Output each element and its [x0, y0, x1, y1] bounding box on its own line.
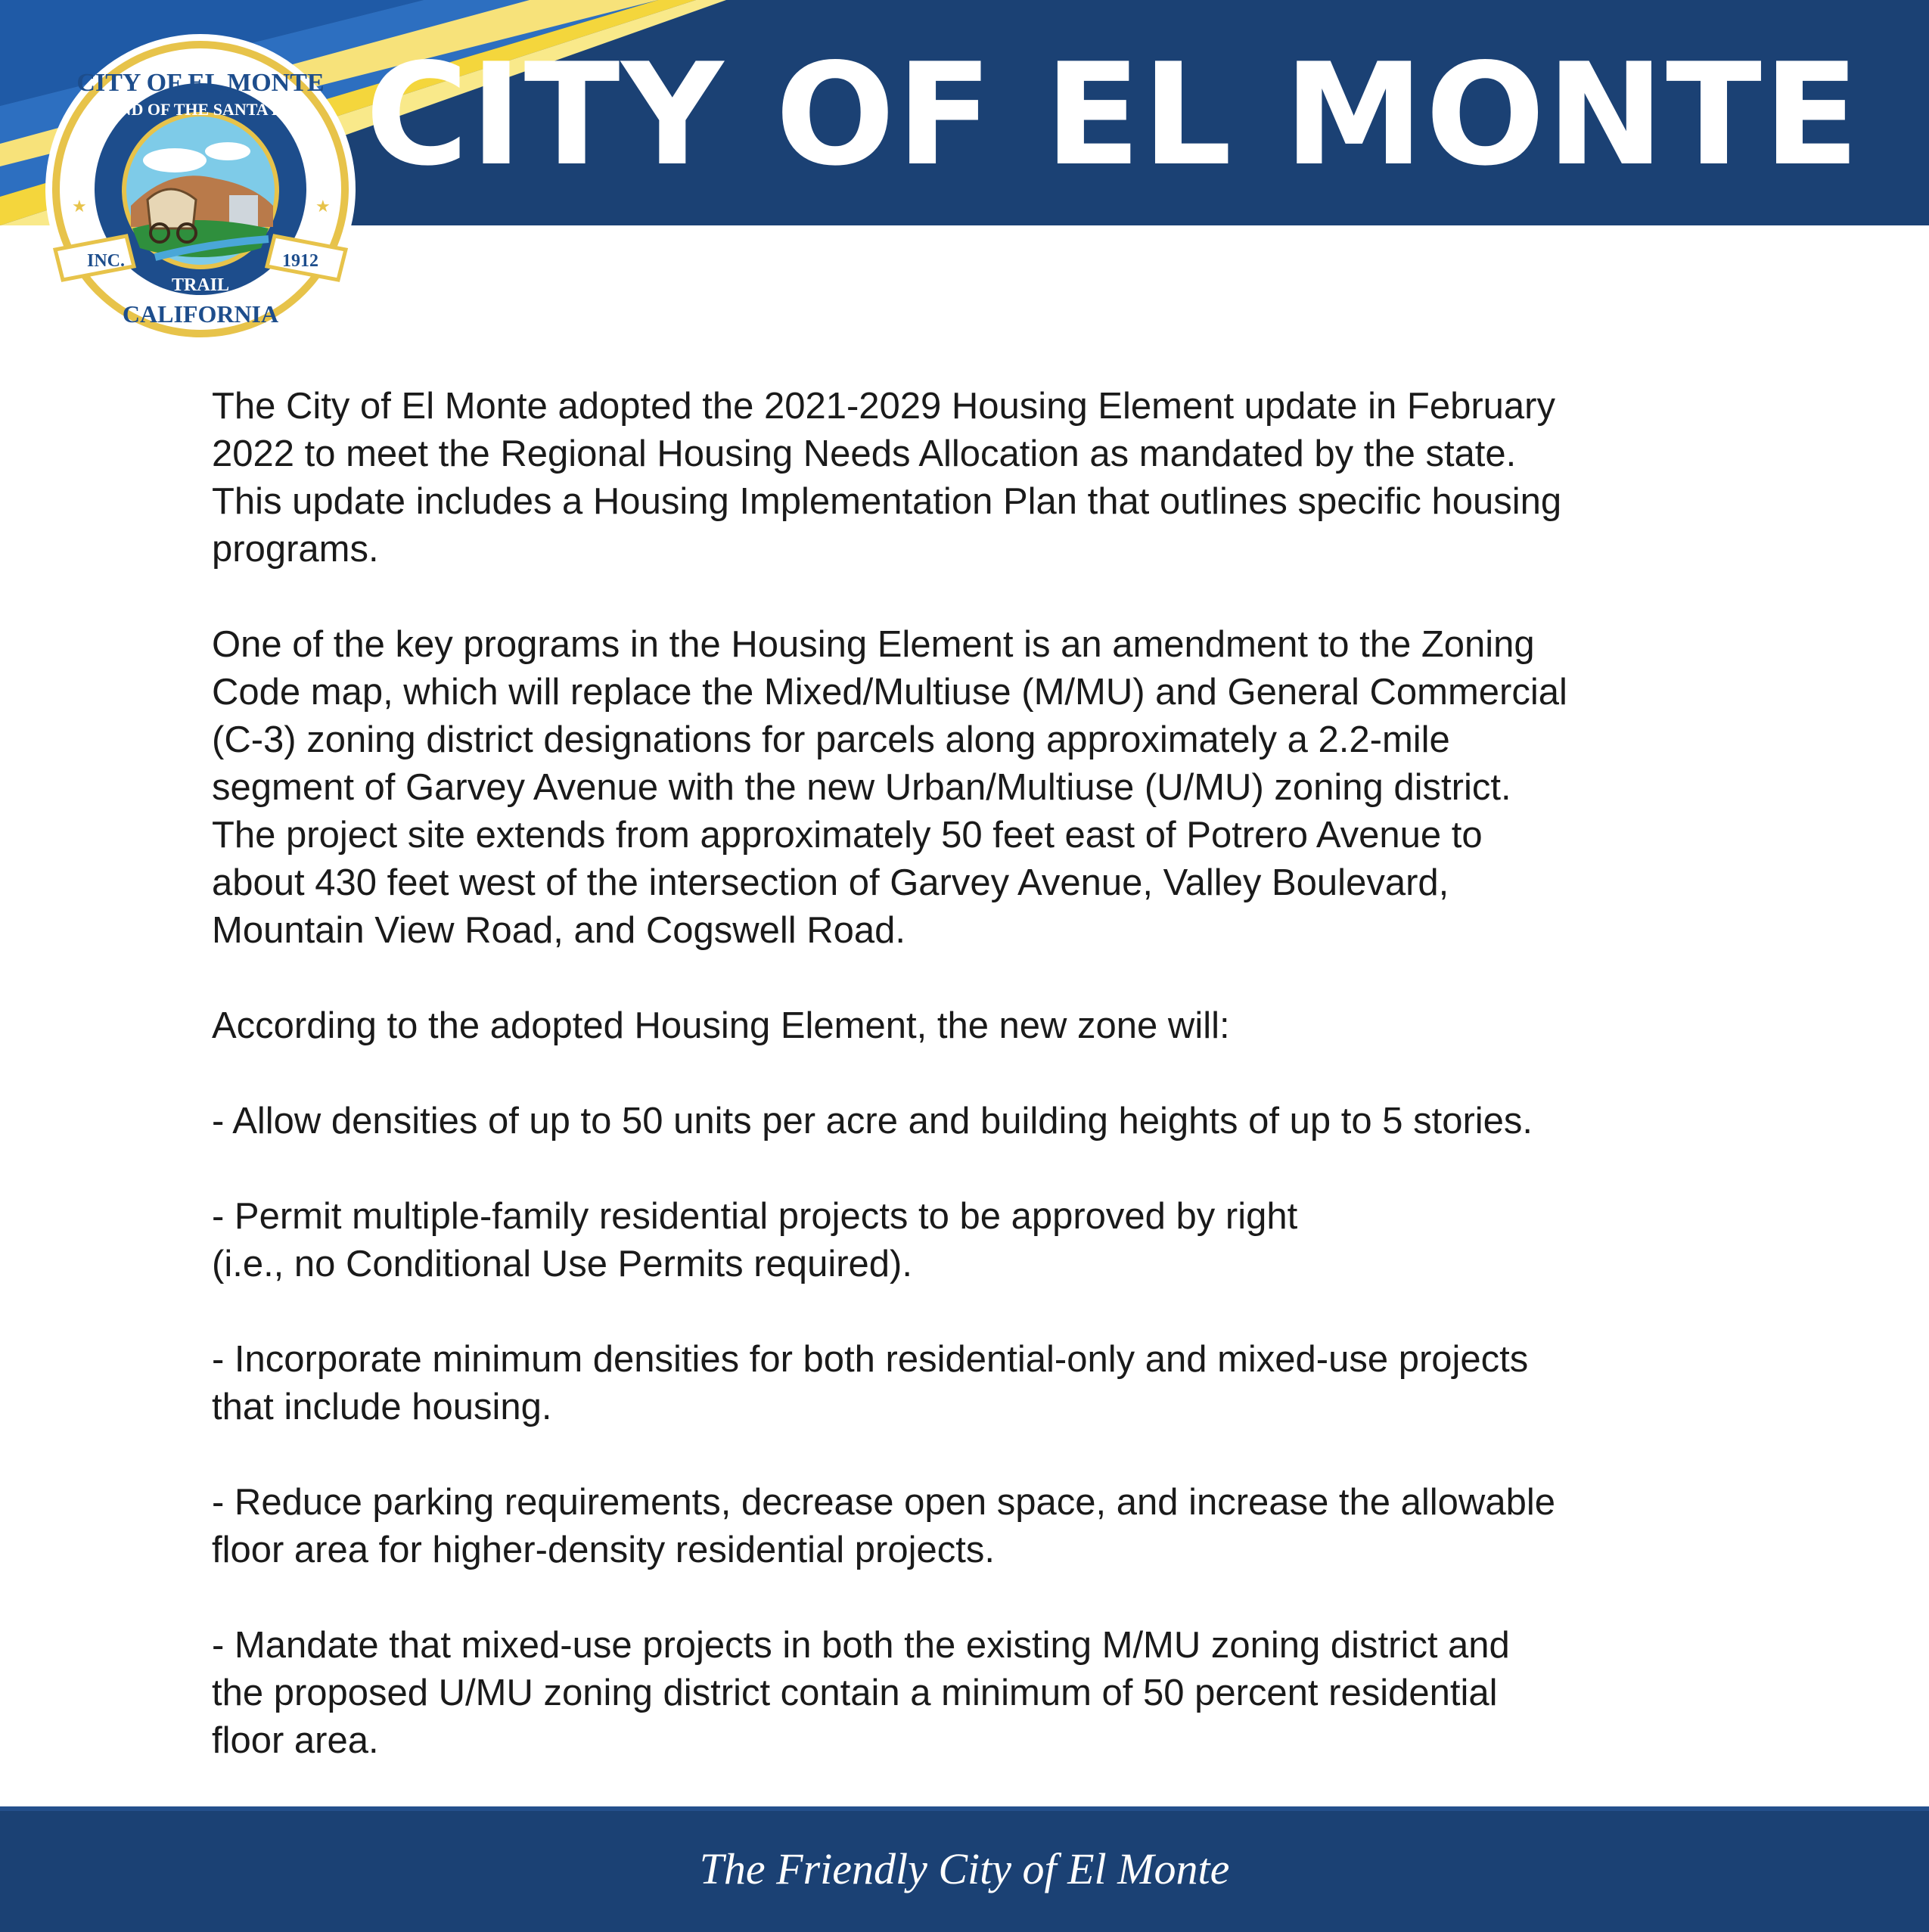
list-item-line: the proposed U/MU zoning district contain a minimum of 50 percent residential: [212, 1673, 1498, 1713]
paragraph-line: One of the key programs in the Housing Element is an amendment to the Zoning: [212, 624, 1535, 665]
seal-star-right: ★: [315, 197, 331, 216]
seal-inner-text: END OF THE SANTA FE: [107, 100, 294, 119]
footer-tagline: The Friendly City of El Monte: [699, 1844, 1230, 1893]
seal-year-text: 1912: [282, 251, 318, 271]
list-item: [212, 1098, 1770, 1145]
list-intro: According to the adopted Housing Element, the new zone will:: [212, 1005, 1230, 1046]
seal-star-left: ★: [72, 197, 87, 216]
paragraph-line: Mountain View Road, and Cogswell Road.: [212, 910, 906, 951]
list-item-line: - Incorporate minimum densities for both residential-only and mixed-use projects: [212, 1339, 1529, 1380]
seal-cloud-2: [205, 142, 250, 160]
list-item: [212, 1336, 1770, 1431]
list-item: [212, 1193, 1770, 1288]
list-item-line: floor area.: [212, 1720, 379, 1761]
paragraph-line: Code map, which will replace the Mixed/Multiuse (M/MU) and General Commercial: [212, 672, 1567, 713]
seal-cloud: [143, 148, 207, 172]
paragraph-line: segment of Garvey Avenue with the new Urban/Multiuse (U/MU) zoning district.: [212, 767, 1511, 808]
paragraph-line: about 430 feet west of the intersection of Garvey Avenue, Valley Boulevard,: [212, 862, 1449, 903]
list-item-line: - Reduce parking requirements, decrease open space, and increase the allowable: [212, 1482, 1555, 1523]
list-item-line: - Allow densities of up to 50 units per acre and building heights of up to 5 stories.: [212, 1101, 1533, 1141]
paragraph-line: The project site extends from approximately 50 feet east of Potrero Avenue to: [212, 815, 1483, 856]
seal-trail-text: TRAIL: [171, 275, 230, 295]
list-item-line: that include housing.: [212, 1387, 552, 1427]
seal-covered-wagon-icon: [148, 189, 196, 228]
intro-paragraph: [212, 383, 1770, 573]
paragraph-line: (C-3) zoning district designations for parcels along approximately a 2.2-mile: [212, 719, 1450, 760]
list-item-line: - Permit multiple-family residential projects to be approved by right: [212, 1196, 1298, 1237]
city-seal-logo: [42, 30, 359, 348]
seal-inc-text: INC.: [87, 251, 126, 271]
seal-top-text: CITY OF EL MONTE: [76, 69, 325, 97]
footer-banner: [0, 1806, 1929, 1932]
page-title: CITY OF EL MONTE: [365, 33, 1861, 197]
list-item-line: (i.e., no Conditional Use Permits required).: [212, 1244, 912, 1284]
paragraph-line: The City of El Monte adopted the 2021-2029 Housing Element update in February: [212, 386, 1555, 427]
list-item: [212, 1622, 1770, 1765]
list-item-line: floor area for higher-density residential projects.: [212, 1530, 995, 1570]
paragraph-line: 2022 to meet the Regional Housing Needs Allocation as mandated by the state.: [212, 433, 1517, 474]
seal-state-text: CALIFORNIA: [122, 300, 279, 328]
document-body: [212, 383, 1770, 1812]
paragraph-line: This update includes a Housing Implementation Plan that outlines specific housing: [212, 481, 1562, 522]
program-paragraph: [212, 621, 1770, 955]
list-item: [212, 1479, 1770, 1574]
list-item-line: - Mandate that mixed-use projects in both the existing M/MU zoning district and: [212, 1625, 1510, 1666]
paragraph-line: programs.: [212, 529, 379, 570]
